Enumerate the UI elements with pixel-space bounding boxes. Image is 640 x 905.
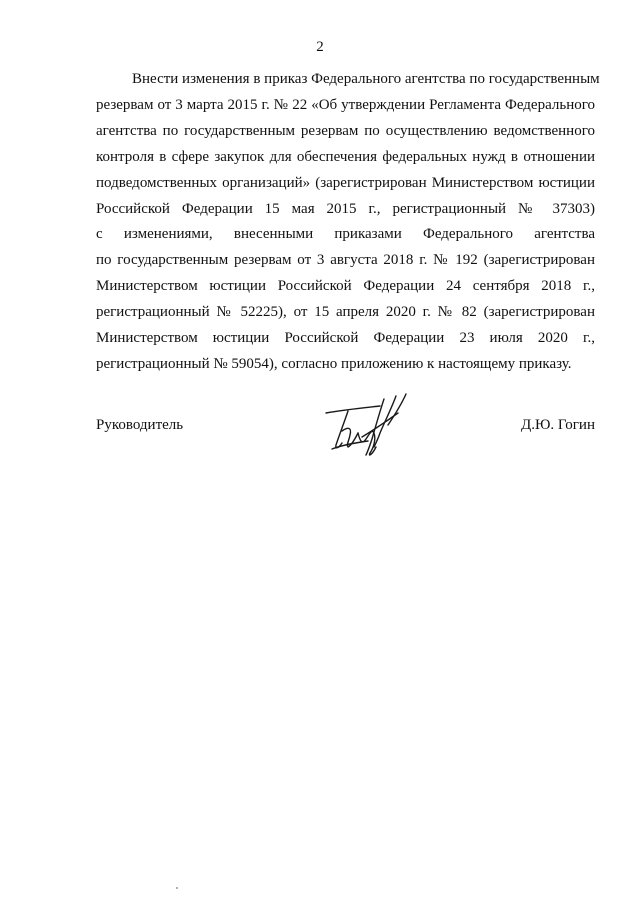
- scan-speck: [176, 887, 178, 889]
- paragraph-line: регистрационный № 52225), от 15 апреля 2020 г. № 82 (зарегистрирован: [96, 304, 595, 321]
- paragraph-line: регистрационный № 59054), согласно приложению к настоящему приказу.: [96, 355, 572, 372]
- paragraph-line: с изменениями, внесенными приказами Федерального агентства: [96, 226, 595, 243]
- paragraph-line: резервам от 3 марта 2015 г. № 22 «Об утверждении Регламента Федерального: [96, 96, 595, 113]
- paragraph-line: Министерством юстиции Российской Федерации 23 июля 2020 г.,: [96, 330, 595, 347]
- handwritten-signature: [322, 393, 414, 459]
- paragraph-line: по государственным резервам от 3 августа 2018 г. № 192 (зарегистрирован: [96, 252, 595, 269]
- order-paragraph: [96, 67, 600, 378]
- paragraph-line: подведомственных организаций» (зарегистрирован Министерством юстиции: [96, 174, 595, 191]
- signer-title: Руководитель: [96, 417, 184, 433]
- signer-name: Д.Ю. Гогин: [521, 417, 595, 433]
- paragraph-line: контроля в сфере закупок для обеспечения федеральных нужд в отношении: [96, 148, 595, 165]
- paragraph-line: Внести изменения в приказ Федерального агентства по государственным: [132, 71, 600, 87]
- page-number: 2: [316, 39, 324, 55]
- paragraph-line: Российской Федерации 15 мая 2015 г., регистрационный № 37303): [96, 200, 595, 217]
- paragraph-line: Министерством юстиции Российской Федерации 24 сентября 2018 г.,: [96, 278, 595, 295]
- paragraph-line: агентства по государственным резервам по осуществлению ведомственного: [96, 122, 595, 139]
